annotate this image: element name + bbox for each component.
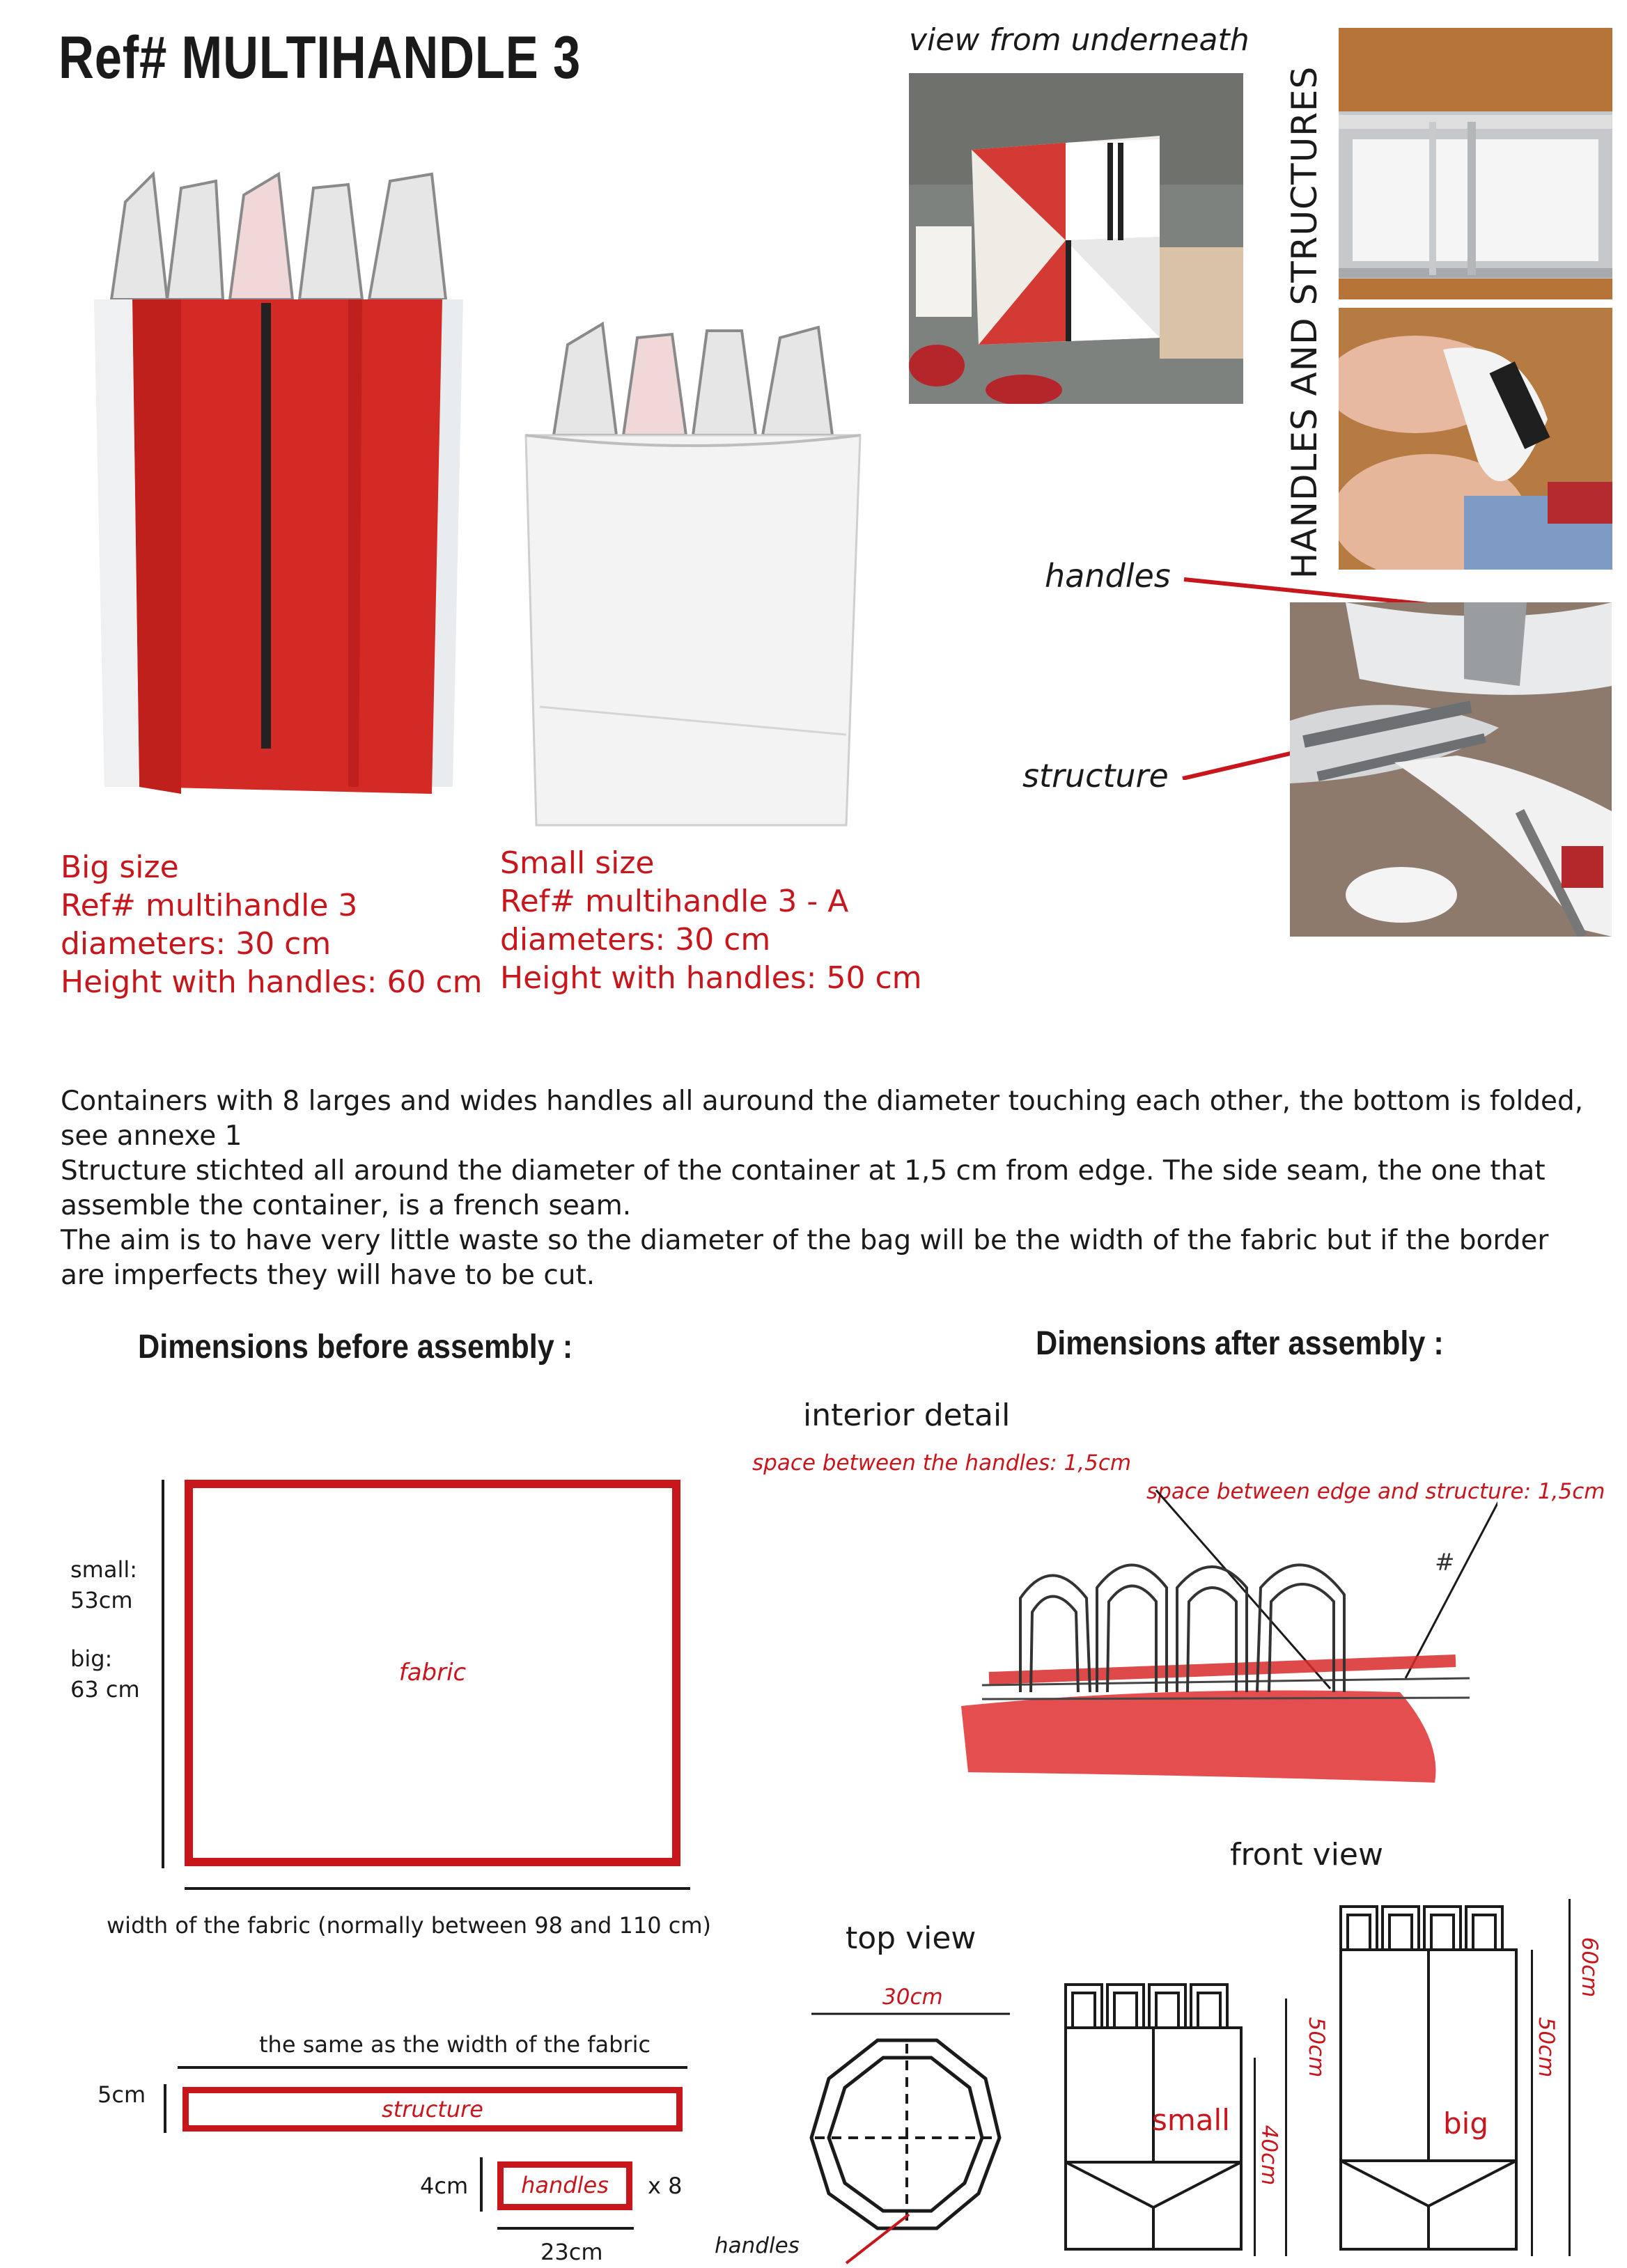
big-size-label: Big size xyxy=(61,850,179,885)
seam-note-mark: # xyxy=(1435,1549,1455,1577)
small-diameter: diameters: 30 cm xyxy=(500,922,771,957)
handles-width-line xyxy=(497,2227,634,2230)
handles-structures-box xyxy=(1280,65,1329,579)
diameter-label: 30cm xyxy=(882,1985,943,2010)
hand-photo xyxy=(1339,308,1612,570)
small-body-line xyxy=(1254,2058,1256,2256)
structure-photo-label: structure xyxy=(1022,757,1169,795)
front-view-big-bag xyxy=(1334,1900,1522,2256)
big-total-label: 60cm xyxy=(1577,1937,1602,1998)
handles-count: x 8 xyxy=(648,2173,683,2199)
interior-detail-label: interior detail xyxy=(803,1398,1011,1433)
structure-illustration xyxy=(1290,602,1612,937)
fabric-height-line xyxy=(162,1480,164,1868)
small-bag-photo xyxy=(512,317,874,836)
top-view-drawing xyxy=(787,2005,1017,2268)
same-width-label: the same as the width of the fabric xyxy=(259,2031,651,2058)
small-size-label: Small size xyxy=(500,845,655,881)
interior-detail-sketch xyxy=(954,1476,1497,1859)
small-size-caption xyxy=(500,844,922,997)
page-title: Ref# MULTIHANDLE 3 xyxy=(59,24,582,91)
structure-photo xyxy=(1290,602,1612,937)
handles-photo-label: handles xyxy=(1045,557,1171,595)
handles-label: handles xyxy=(521,2172,609,2198)
structure-rectangle xyxy=(182,2087,683,2132)
front-view-label: front view xyxy=(1230,1837,1383,1872)
small-body-label: 40cm xyxy=(1256,2125,1282,2186)
small-height-value: 53cm xyxy=(70,1587,133,1613)
top-view-handles-label: handles xyxy=(715,2233,800,2258)
big-bag-photo xyxy=(84,160,474,836)
fabric-label: fabric xyxy=(398,1659,467,1687)
description-p1: Containers with 8 larges and wides handles all auround the diameter touching each other, the bottom is folded, see annexe 1 xyxy=(61,1086,1584,1152)
small-ref: Ref# multihandle 3 - A xyxy=(500,884,849,919)
handles-rectangle xyxy=(497,2161,632,2210)
big-body-line xyxy=(1531,1950,1533,2256)
space-edge-leader xyxy=(1406,1490,1497,1678)
big-bag-illustration xyxy=(84,160,474,836)
front-view-big-label: big xyxy=(1443,2106,1488,2141)
structure-height-line xyxy=(164,2084,166,2133)
structure-height-label: 5cm xyxy=(98,2081,146,2108)
handles-width-label: 23cm xyxy=(540,2239,603,2265)
underneath-label: view from underneath xyxy=(909,22,1250,58)
top-view-label: top view xyxy=(846,1921,976,1956)
small-total-label: 50cm xyxy=(1304,2017,1329,2078)
small-bag-illustration xyxy=(512,317,874,836)
small-height-label: small: xyxy=(70,1556,138,1583)
front-view-small-label: small xyxy=(1152,2103,1230,2137)
big-ref: Ref# multihandle 3 xyxy=(61,888,358,923)
handle-closeup-illustration xyxy=(1339,28,1612,299)
small-height: Height with handles: 50 cm xyxy=(500,960,922,996)
description-p3: The aim is to have very little waste so the diameter of the bag will be the width of the fabric but if the border are imperfects they will have to be cut. xyxy=(61,1225,1549,1291)
top-view-handles-leader xyxy=(846,2214,909,2263)
after-assembly-heading: Dimensions after assembly : xyxy=(1036,1325,1444,1362)
big-size-caption xyxy=(61,848,483,1001)
big-total-line xyxy=(1568,1899,1571,2256)
underneath-photo xyxy=(909,73,1243,404)
space-edge-label: space between edge and structure: 1,5cm xyxy=(1146,1479,1605,1504)
handles-height-line xyxy=(480,2157,483,2212)
handles-structures-label: HANDLES AND STRUCTURES xyxy=(1284,65,1325,579)
fabric-width-label: width of the fabric (normally between 98 and 110 cm) xyxy=(107,1912,711,1939)
small-total-line xyxy=(1285,1999,1287,2256)
big-height: Height with handles: 60 cm xyxy=(61,964,483,1000)
big-body-label: 50cm xyxy=(1534,2017,1559,2078)
space-handles-label: space between the handles: 1,5cm xyxy=(752,1450,1132,1476)
before-assembly-heading: Dimensions before assembly : xyxy=(138,1329,573,1366)
description-p2: Structure stichted all around the diameter of the container at 1,5 cm from edge. The side seam, the one that assemble the container, is a french seam. xyxy=(61,1155,1546,1221)
space-handles-leader xyxy=(1156,1490,1330,1689)
description-block xyxy=(61,1084,1593,1293)
big-diameter: diameters: 30 cm xyxy=(61,926,332,962)
underneath-illustration xyxy=(909,73,1243,404)
fabric-width-line xyxy=(185,1887,690,1890)
big-height-value: 63 cm xyxy=(70,1676,140,1703)
big-height-label: big: xyxy=(70,1645,113,1672)
structure-width-line xyxy=(178,2066,687,2069)
structure-shading xyxy=(961,1691,1435,1783)
height-labels xyxy=(70,1554,140,1705)
structure-label: structure xyxy=(382,2096,483,2122)
fabric-rectangle xyxy=(185,1480,680,1866)
handle-closeup-photo xyxy=(1339,28,1612,299)
hand-illustration xyxy=(1339,308,1612,570)
handles-height-label: 4cm xyxy=(420,2173,469,2199)
